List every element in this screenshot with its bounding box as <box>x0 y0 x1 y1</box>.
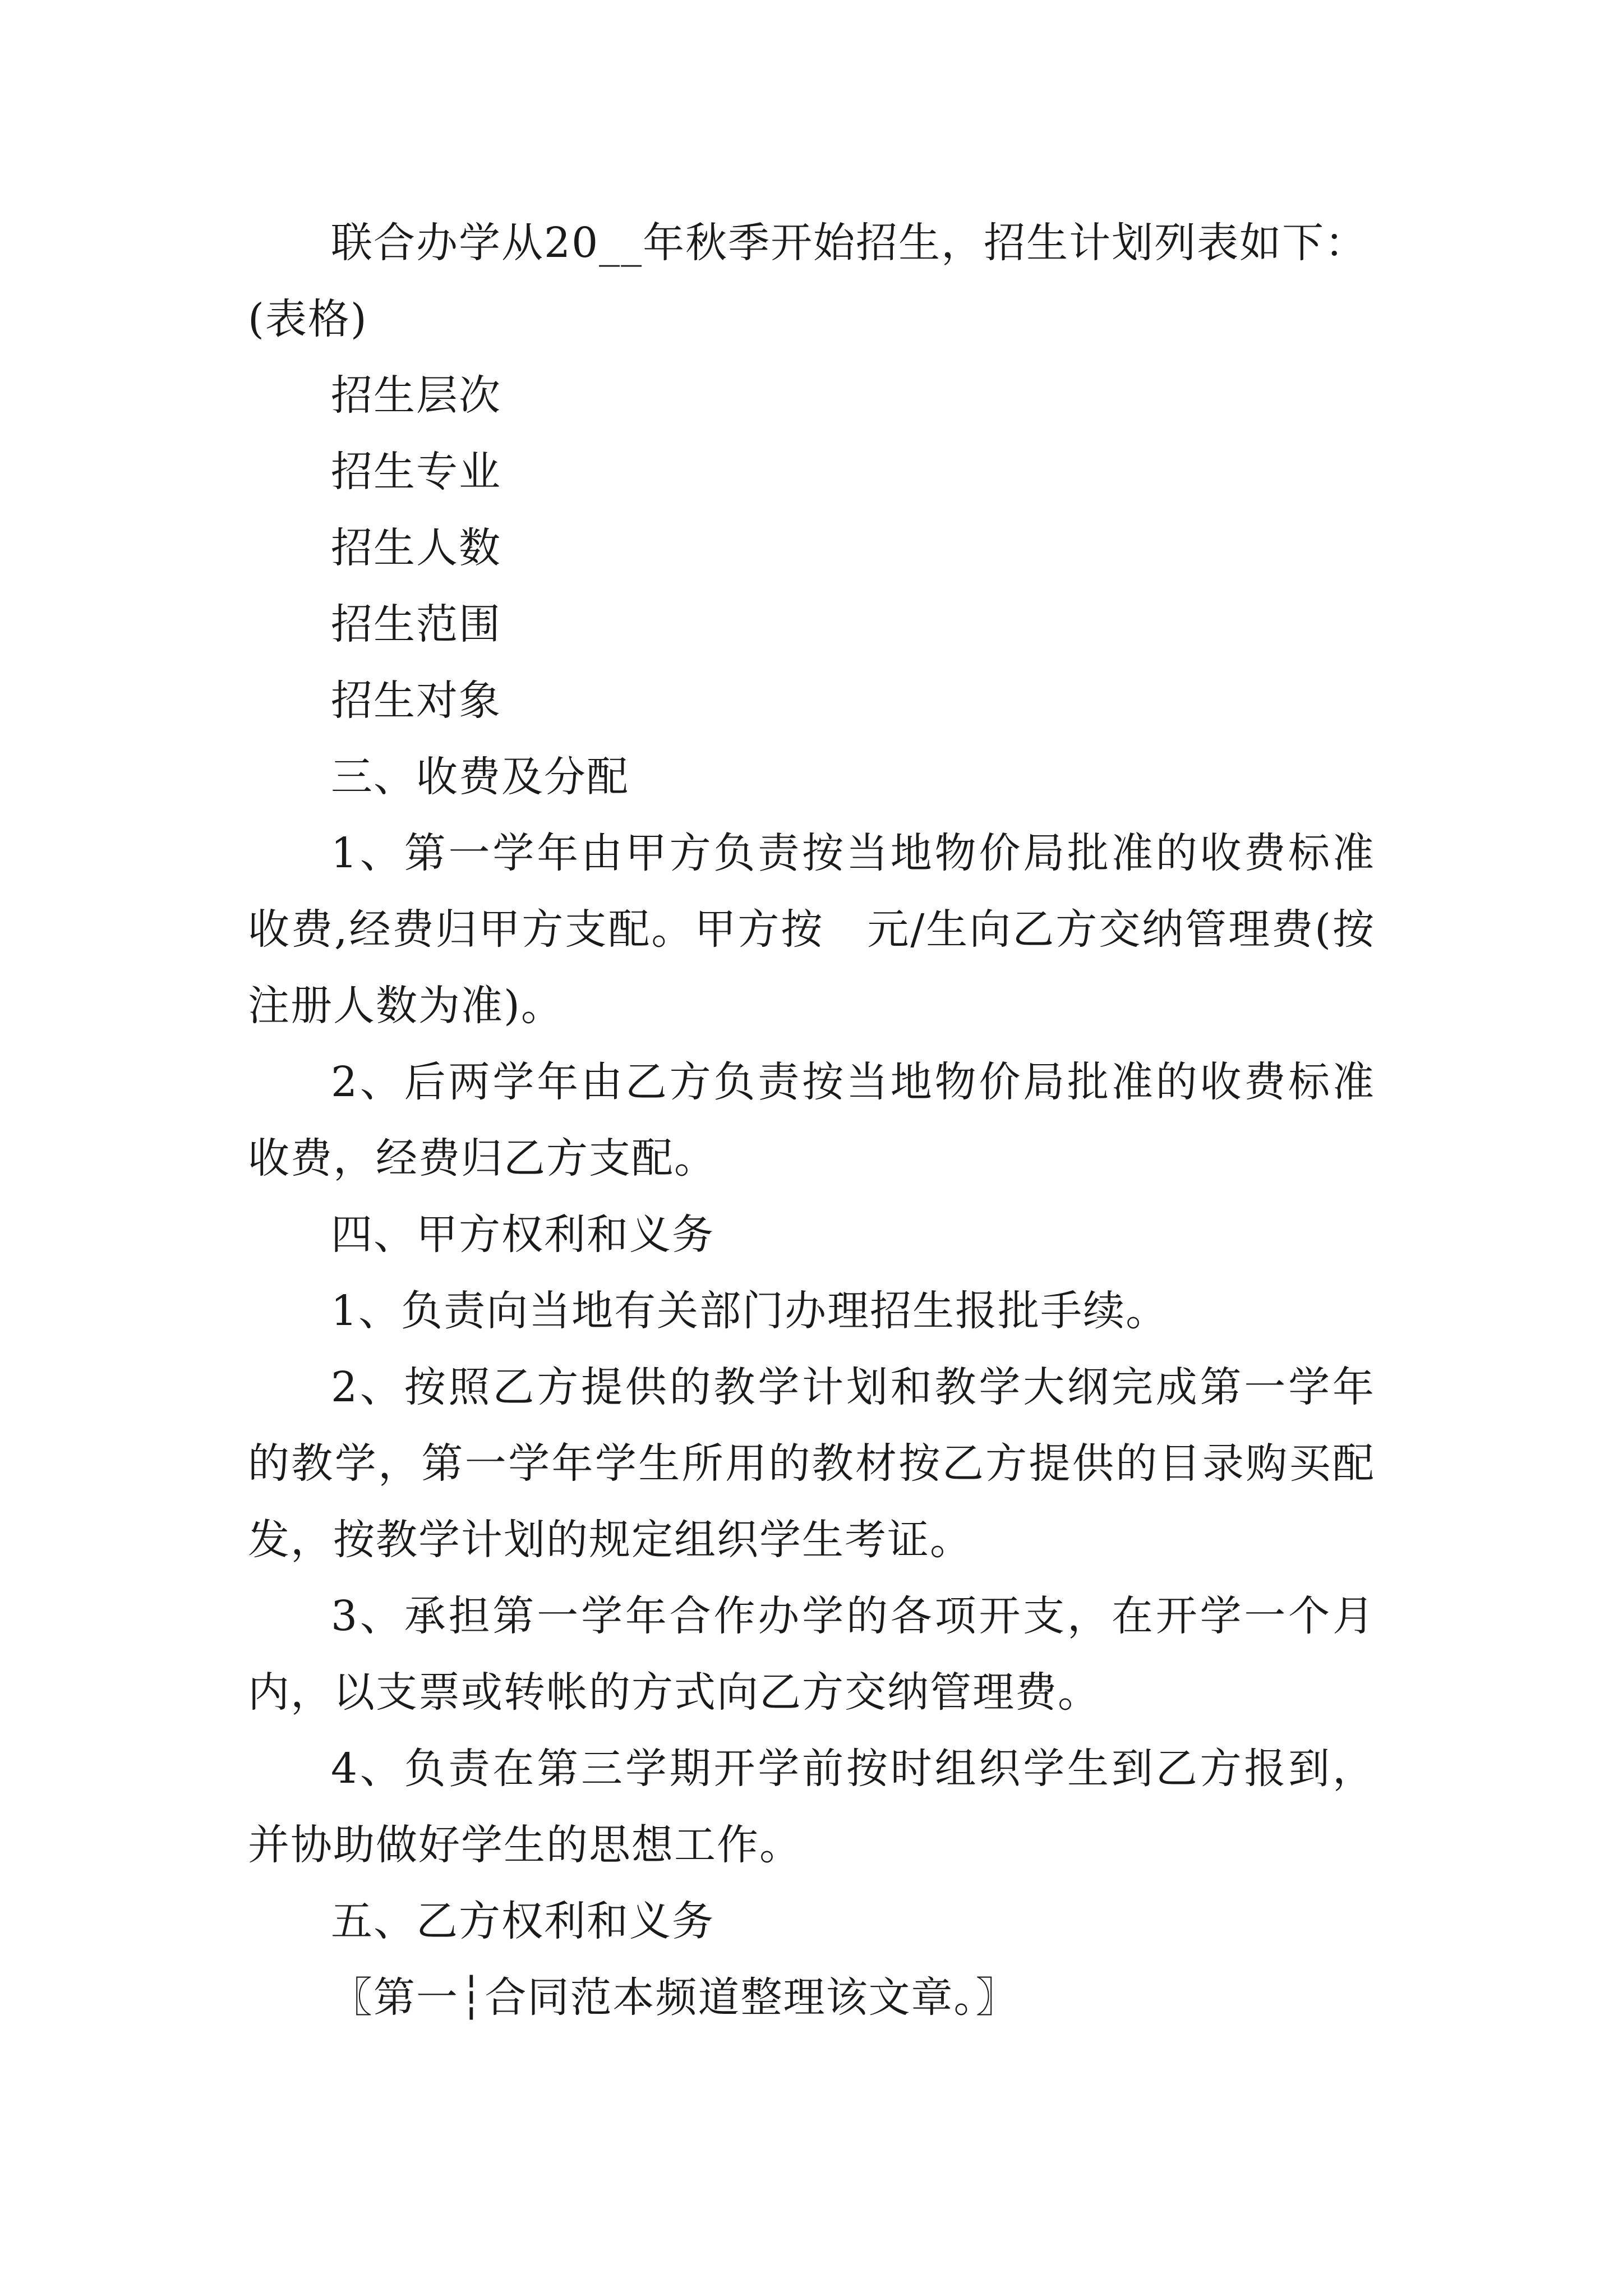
paragraph-table-note: (表格) <box>248 295 368 343</box>
paragraph-enrollment-intro: 联合办学从20__年秋季开始招生，招生计划列表如下： <box>331 219 1368 267</box>
list-item-enrollment-level: 招生层次 <box>331 371 501 420</box>
list-item-enrollment-major: 招生专业 <box>331 448 501 496</box>
paragraph-party-a-1: 1、负责向当地有关部门办理招生报批手续。 <box>331 1287 1169 1335</box>
list-item-enrollment-target: 招生对象 <box>331 677 501 725</box>
paragraph-party-a-3: 3、承担第一学年合作办学的各项开支，在开学一个月内，以支票或转帐的方式向乙方交纳管理费。 <box>248 1592 1375 1717</box>
section-heading-party-a: 四、甲方权利和义务 <box>331 1211 714 1259</box>
list-item-enrollment-scope: 招生范围 <box>331 600 501 648</box>
paragraph-party-a-2: 2、按照乙方提供的教学计划和教学大纲完成第一学年的教学，第一学年学生所用的教材按乙方提供的目录购买配发，按教学计划的规定组织学生考证。 <box>248 1363 1375 1564</box>
document-body <box>248 205 1375 2036</box>
list-item-enrollment-count: 招生人数 <box>331 524 501 572</box>
paragraph-party-a-4: 4、负责在第三学期开学前按时组织学生到乙方报到，并协助做好学生的思想工作。 <box>248 1745 1375 1869</box>
section-heading-fees: 三、收费及分配 <box>331 753 629 801</box>
section-heading-party-b: 五、乙方权利和义务 <box>331 1897 714 1945</box>
paragraph-source-note: 〖第一┆合同范本频道整理该文章。〗 <box>331 1973 1018 2022</box>
paragraph-fees-1: 1、第一学年由甲方负责按当地物价局批准的收费标准收费,经费归甲方支配。甲方按 元/生向乙方交纳管理费(按注册人数为准)。 <box>248 829 1375 1030</box>
paragraph-fees-2: 2、后两学年由乙方负责按当地物价局批准的收费标准收费，经费归乙方支配。 <box>248 1058 1375 1182</box>
